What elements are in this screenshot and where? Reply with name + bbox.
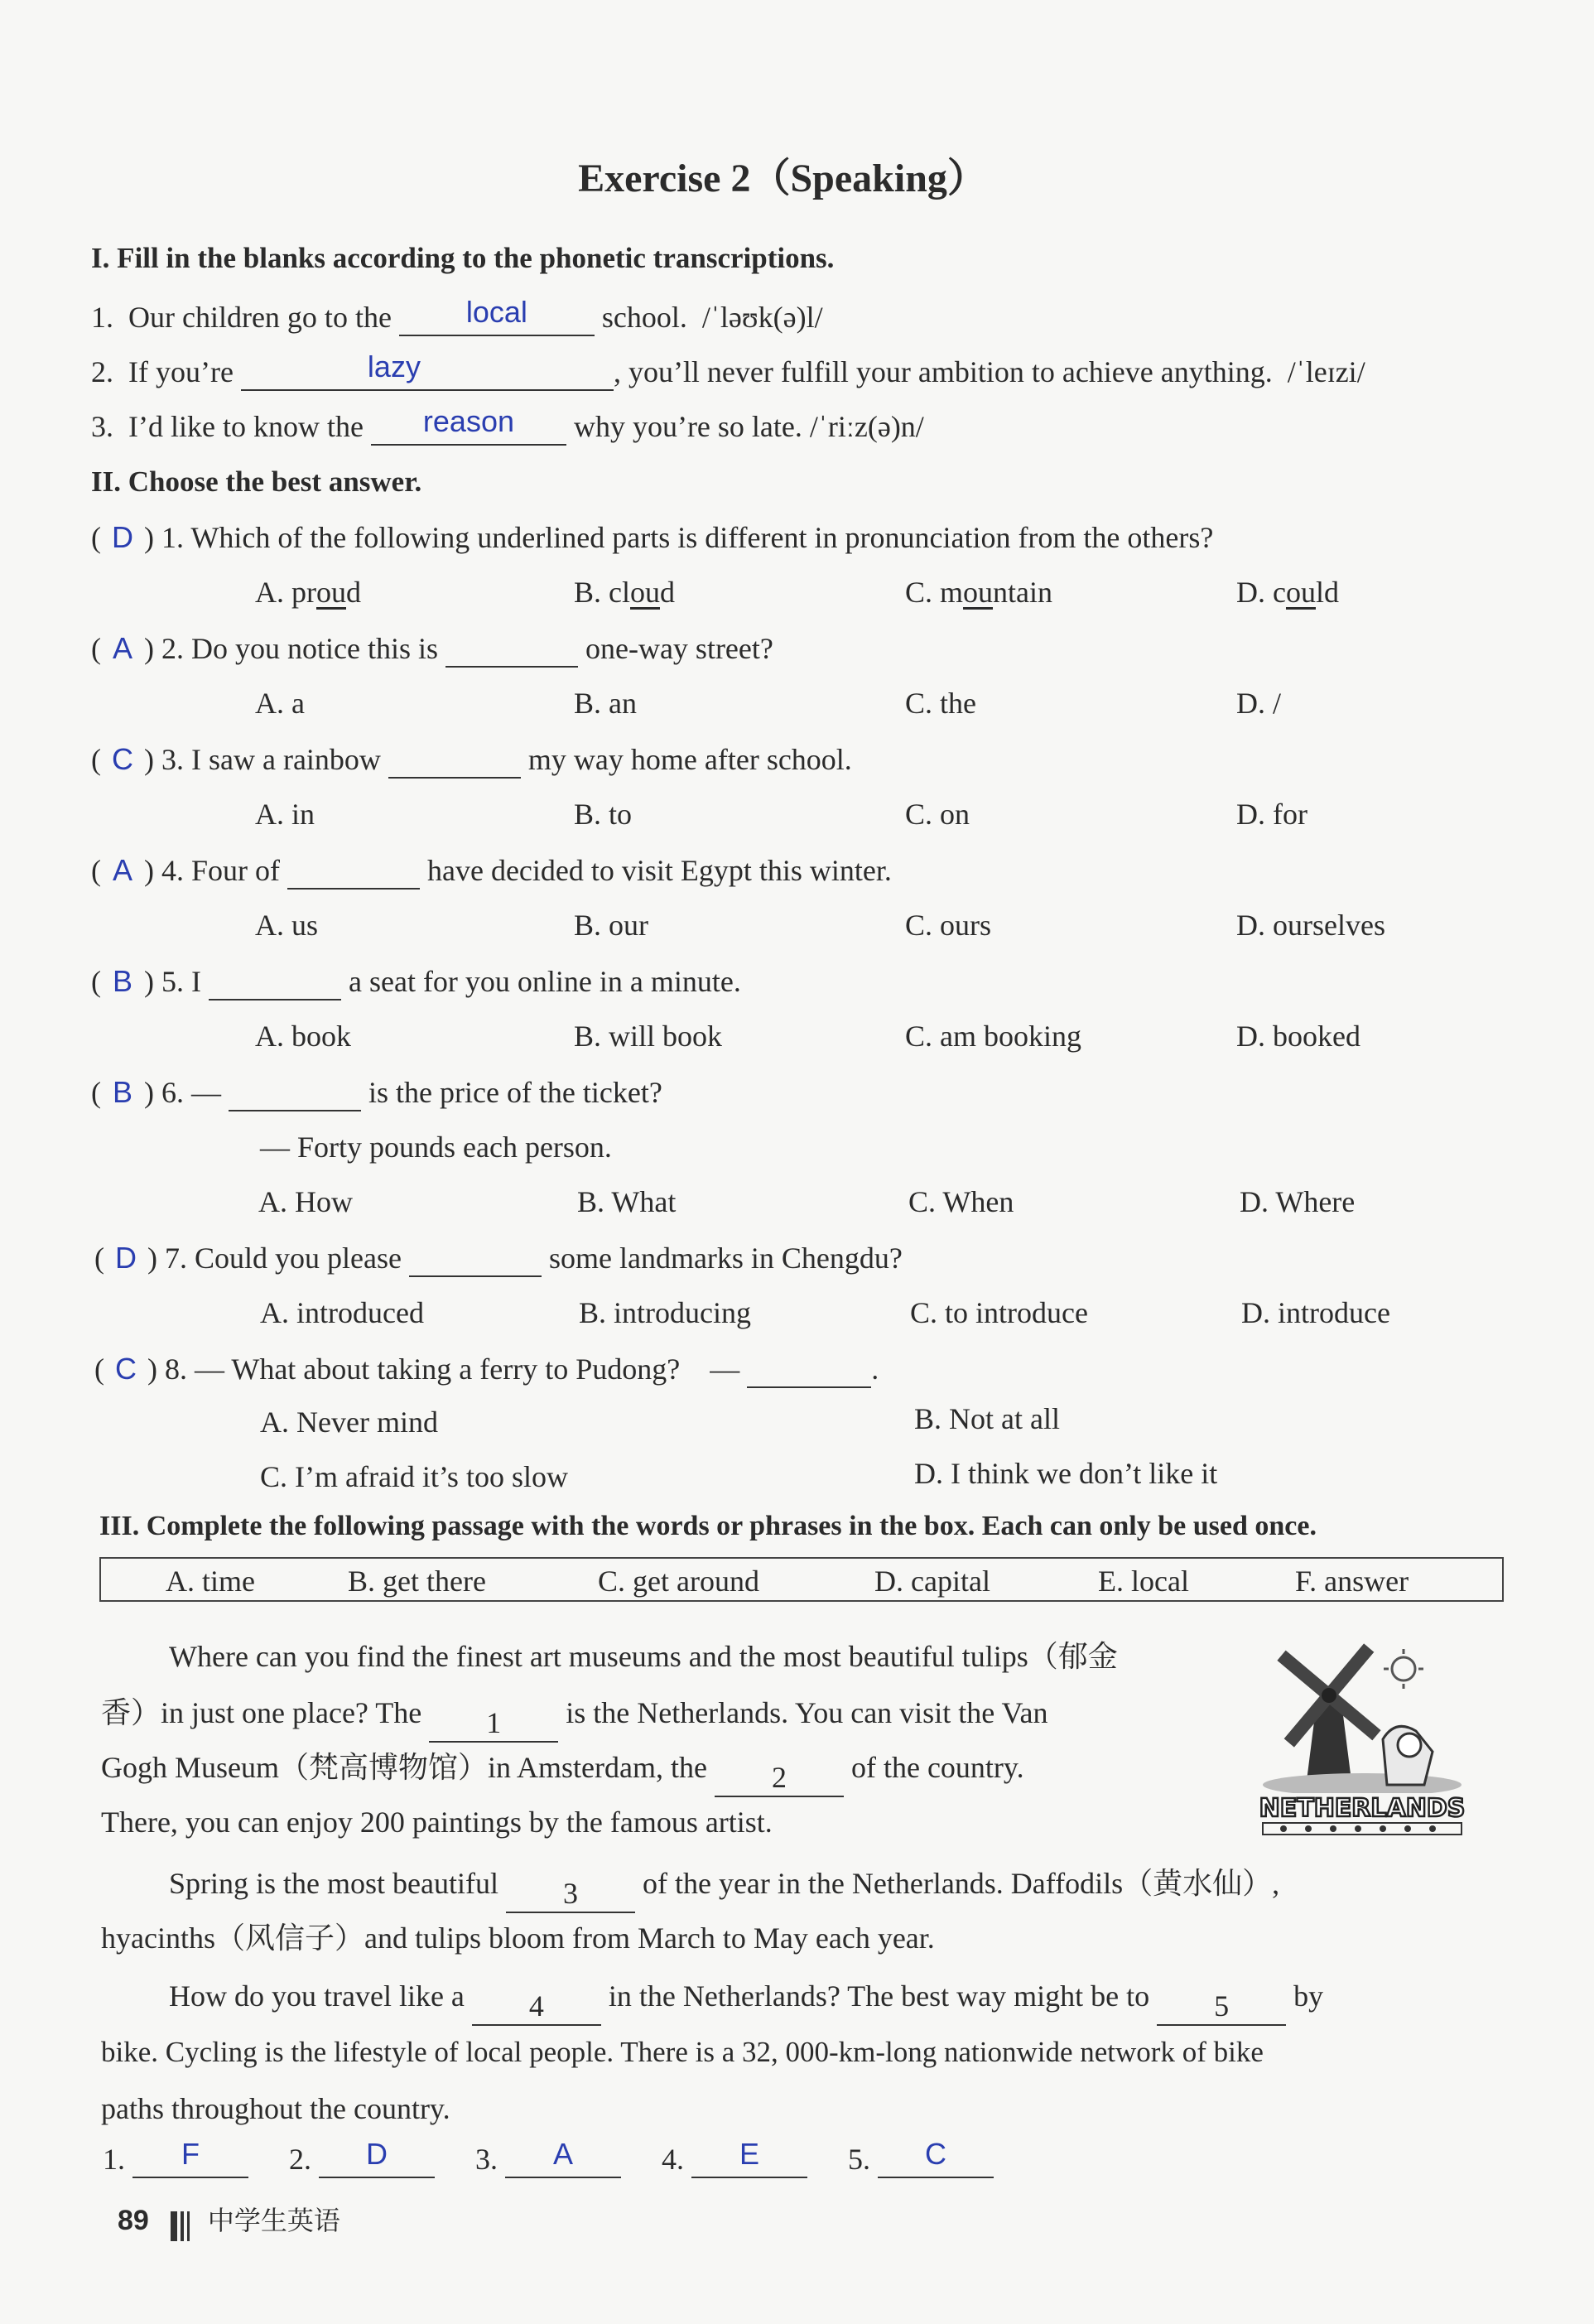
mc-question-3: ( C ) 3. I saw a rainbow my way home after school. [91, 742, 852, 779]
chosen-answer: A [112, 631, 132, 665]
option-text: C. m [905, 576, 964, 609]
answer-blank[interactable] [505, 2137, 621, 2178]
mc-question-8: ( C ) 8. — What about taking a ferry to Pudong? — . [94, 1352, 879, 1388]
underlined-part: ou [316, 576, 346, 609]
page-title: Exercise 2（Speaking） [578, 157, 987, 200]
handwritten-answer: E [739, 2137, 759, 2171]
handwritten-answer: F [181, 2137, 200, 2171]
question-stem-post: is the price of the ticket? [368, 1076, 662, 1109]
handwritten-answer: C [925, 2137, 946, 2171]
option-c[interactable]: C. I’m afraid it’s too slow [260, 1460, 568, 1493]
option-a[interactable]: A. Never mind [260, 1405, 438, 1439]
chosen-answer: B [112, 1075, 132, 1109]
option-b[interactable]: B. will book [574, 1020, 723, 1053]
option-d[interactable] [1236, 575, 1339, 610]
fill-item-1 [91, 295, 823, 336]
answer-blank[interactable] [371, 404, 566, 446]
option-d[interactable]: D. I think we don’t like it [914, 1457, 1218, 1490]
book-title: 中学生英语 [207, 2205, 340, 2236]
passage-line [169, 1855, 1279, 1913]
answer-number: 1. [103, 2143, 125, 2176]
passage-text: by [1293, 1979, 1324, 2013]
answer-number: 5. [848, 2143, 870, 2176]
option-c[interactable]: C. the [905, 687, 976, 720]
option-c[interactable]: C. am booking [905, 1020, 1081, 1053]
chosen-answer: C [112, 742, 133, 776]
passage-text: How do you travel like a [169, 1979, 465, 2013]
option-text: D. c [1236, 576, 1286, 609]
phonetic-transcription: /ˈleɪzi/ [1287, 355, 1365, 388]
illustration-label: NETHERLANDS [1259, 1794, 1466, 1823]
blank-number: 1 [486, 1706, 502, 1739]
option-d[interactable]: D. / [1236, 687, 1281, 720]
underlined-part: ou [963, 576, 994, 609]
option-d[interactable]: D. booked [1236, 1020, 1360, 1053]
passage-text: in the Netherlands? The best way might be to [608, 1979, 1150, 2013]
handwritten-answer: lazy [367, 350, 421, 383]
handwritten-answer: A [552, 2137, 573, 2171]
passage-text: Spring is the most beautiful [169, 1867, 498, 1900]
option-a[interactable]: A. a [255, 687, 305, 720]
option-a[interactable] [255, 575, 361, 610]
item-text-post: why you’re so late. [573, 410, 802, 443]
question-number: 7. [165, 1242, 187, 1275]
passage-blank[interactable] [1157, 1968, 1286, 2026]
passage-line: hyacinths（风信子）and tulips bloom from March to May each year. [101, 1921, 935, 1955]
mc-question-4: ( A ) 4. Four of have decided to visit Egypt this winter. [91, 853, 892, 890]
sentence-end: . [871, 1352, 879, 1386]
answer-blank[interactable] [388, 742, 521, 779]
question-stem-pre: Do you notice this is [191, 632, 438, 665]
chosen-answer: B [112, 964, 132, 998]
answer-number: 4. [662, 2143, 684, 2176]
question-stem-pre: I saw a rainbow [191, 743, 381, 776]
answer-blank[interactable] [409, 1241, 542, 1277]
page-footer [118, 2200, 340, 2241]
passage-line [169, 1968, 1323, 2026]
question-stem-pre: Could you please [195, 1242, 402, 1275]
option-d[interactable]: D. Where [1240, 1185, 1356, 1218]
question-stem-post: have decided to visit Egypt this winter. [427, 854, 892, 887]
option-a[interactable]: A. in [255, 798, 315, 831]
passage-text: is the Netherlands. You can visit the Van [566, 1696, 1048, 1729]
option-b[interactable] [574, 575, 675, 610]
option-d[interactable]: D. introduce [1241, 1296, 1390, 1329]
question-stem: — What about taking a ferry to Pudong? [195, 1352, 681, 1386]
word-option: C. get around [598, 1565, 759, 1598]
item-number: 3. [91, 410, 113, 443]
item-text-pre: If you’re [128, 355, 234, 388]
word-option: E. local [1098, 1565, 1189, 1598]
option-a[interactable]: A. How [258, 1185, 353, 1218]
answer-blank[interactable] [878, 2137, 994, 2178]
passage-text: 香）in just one place? The [101, 1696, 422, 1729]
option-c[interactable] [905, 575, 1052, 610]
item-text-pre: Our children go to the [128, 301, 392, 334]
passage-line [101, 1739, 1024, 1797]
question-stem-post: one-way street? [585, 632, 773, 665]
page-number: 89 [118, 2205, 149, 2236]
question-number: 1. [161, 521, 184, 554]
answer-number: 2. [289, 2143, 311, 2176]
answer-row [103, 2137, 994, 2178]
fill-item-2 [91, 350, 1365, 391]
chosen-answer: D [115, 1241, 137, 1275]
item-text-post: , you’ll never fulfill your ambition to achieve anything. [613, 355, 1273, 388]
blank-number: 3 [562, 1877, 578, 1910]
option-text: A. pr [255, 576, 316, 609]
section-1-heading: I. Fill in the blanks according to the phonetic transcriptions. [91, 242, 835, 274]
answer-blank[interactable] [319, 2137, 435, 2178]
answer-blank[interactable] [445, 631, 578, 668]
chosen-answer: A [112, 853, 132, 887]
handwritten-answer: local [465, 295, 527, 329]
passage-line: paths throughout the country. [101, 2092, 450, 2125]
question-stem-post: some landmarks in Chengdu? [548, 1242, 903, 1275]
underlined-part: ou [1285, 576, 1316, 609]
passage-text: Gogh Museum（梵高博物馆）in Amsterdam, the [101, 1751, 707, 1784]
option-text: d [346, 576, 361, 609]
item-number: 1. [91, 301, 113, 334]
option-a[interactable]: A. introduced [260, 1296, 424, 1329]
word-box [99, 1557, 1504, 1602]
answer-blank[interactable] [229, 1075, 361, 1111]
word-option: A. time [166, 1565, 255, 1598]
passage-blank[interactable] [429, 1685, 558, 1743]
option-c[interactable]: C. to introduce [910, 1296, 1088, 1329]
answer-blank[interactable] [241, 350, 614, 391]
option-b[interactable]: B. introducing [579, 1296, 751, 1329]
passage-text: of the country. [850, 1751, 1024, 1784]
question-stem: Which of the following underlined parts is different in pronunciation from the others? [190, 521, 1214, 554]
fill-item-3 [91, 404, 924, 446]
question-number: 5. [161, 965, 184, 998]
question-number: 2. [161, 632, 184, 665]
mc-question-2: ( A ) 2. Do you notice this is one-way street? [91, 631, 773, 668]
passage-line: Where can you find the finest art museums and the most beautiful tulips（郁金 [169, 1640, 1118, 1673]
option-b[interactable]: B. What [577, 1185, 677, 1218]
option-c[interactable]: C. ours [905, 909, 992, 942]
passage-line: There, you can enjoy 200 paintings by the famous artist. [101, 1806, 773, 1839]
netherlands-illustration [1259, 1627, 1466, 1839]
word-option: D. capital [874, 1565, 990, 1598]
option-c[interactable]: C. on [905, 798, 970, 831]
dialogue-dash: — [710, 1352, 740, 1386]
option-text: ntain [993, 576, 1052, 609]
windmill-icon [1259, 1627, 1466, 1839]
passage-blank[interactable] [506, 1855, 635, 1913]
answer-blank[interactable] [399, 295, 595, 336]
divider-bars-icon [171, 2211, 193, 2241]
option-d[interactable]: D. ourselves [1236, 909, 1385, 942]
option-text: B. cl [574, 576, 630, 609]
question-number: 6. [161, 1076, 184, 1109]
option-c[interactable]: C. When [908, 1185, 1014, 1218]
underlined-part: ou [630, 576, 660, 609]
blank-number: 5 [1214, 1989, 1230, 2023]
question-stem-pre: Four of [191, 854, 280, 887]
mc-question-5: ( B ) 5. I a seat for you online in a minute. [91, 964, 741, 1000]
question-stem-post: a seat for you online in a minute. [349, 965, 741, 998]
option-b[interactable]: B. to [574, 798, 633, 831]
question-stem-post: my way home after school. [527, 743, 852, 776]
dialogue-dash: — [191, 1076, 221, 1109]
passage-text: of the year in the Netherlands. Daffodils（黄水仙）, [642, 1867, 1280, 1900]
passage-blank[interactable] [472, 1968, 601, 2026]
item-number: 2. [91, 355, 113, 388]
blank-number: 4 [528, 1989, 544, 2023]
mc-question-6: ( B ) 6. — is the price of the ticket? [91, 1075, 662, 1111]
item-text-pre: I’d like to know the [128, 410, 364, 443]
option-text: d [660, 576, 675, 609]
chosen-answer: D [112, 520, 133, 554]
answer-blank[interactable] [132, 2137, 248, 2178]
passage-blank[interactable] [715, 1739, 844, 1797]
word-option: B. get there [348, 1565, 486, 1598]
question-stem-pre: I [191, 965, 201, 998]
answer-blank[interactable] [747, 1352, 871, 1388]
option-b[interactable]: B. Not at all [914, 1402, 1060, 1435]
handwritten-answer: D [366, 2137, 388, 2171]
word-option: F. answer [1295, 1565, 1409, 1598]
section-2-heading: II. Choose the best answer. [91, 465, 422, 498]
option-d[interactable]: D. for [1236, 798, 1307, 831]
passage-line: bike. Cycling is the lifestyle of local people. There is a 32, 000-km-long nationwide network of bike [101, 2036, 1264, 2068]
option-text: ld [1315, 576, 1339, 609]
answer-number: 3. [475, 2143, 498, 2176]
option-b[interactable]: B. an [574, 687, 637, 720]
answer-blank[interactable] [287, 853, 420, 890]
section-3-heading: III. Complete the following passage with the words or phrases in the box. Each can only be used once. [99, 1511, 1317, 1541]
blank-number: 2 [771, 1761, 787, 1794]
passage-line [101, 1685, 1048, 1743]
option-a[interactable]: A. book [255, 1020, 351, 1053]
item-text-post: school. [601, 301, 687, 334]
handwritten-answer: reason [422, 404, 514, 438]
phonetic-transcription: /ˈləʊk(ə)l/ [701, 301, 823, 334]
answer-blank[interactable] [691, 2137, 807, 2178]
option-a[interactable]: A. us [255, 909, 319, 942]
answer-blank[interactable] [209, 964, 341, 1000]
question-number: 4. [161, 854, 184, 887]
question-number: 3. [161, 743, 184, 776]
phonetic-transcription: /ˈriːz(ə)n/ [809, 410, 924, 443]
mc-question-7: ( D ) 7. Could you please some landmarks in Chengdu? [94, 1241, 903, 1277]
option-b[interactable]: B. our [574, 909, 648, 942]
question-number: 8. [165, 1352, 187, 1386]
dialogue-reply: — Forty pounds each person. [260, 1131, 612, 1164]
chosen-answer: C [115, 1352, 137, 1386]
mc-question-1: ( D ) 1. Which of the following underlined parts is different in pronunciation from the others? [91, 520, 1214, 554]
